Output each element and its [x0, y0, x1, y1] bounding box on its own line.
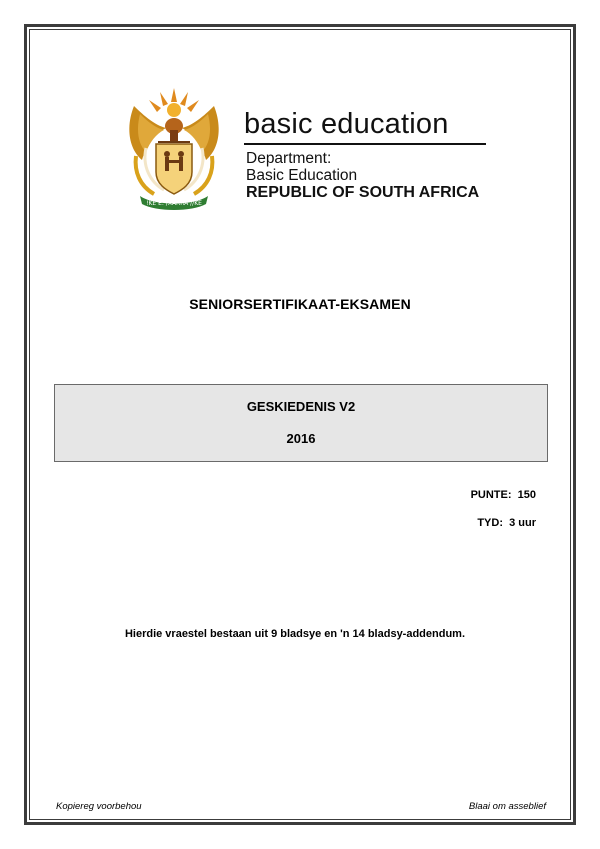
paper-note: Hierdie vraestel bestaan uit 9 bladsye en 'n 14 bladsy-addendum. [124, 628, 466, 640]
footer-turn-over: Blaai om asseblief [468, 801, 546, 812]
footer-copyright: Kopiereg voorbehou [56, 801, 142, 812]
exam-title: SENIORSERTIFIKAAT-EKSAMEN [189, 296, 411, 312]
subject-box [54, 384, 548, 462]
brand-underline [244, 143, 486, 145]
coat-of-arms-icon [124, 86, 224, 210]
svg-text:!KE E: /XARRA //KE: !KE E: /XARRA //KE [146, 200, 202, 207]
marks-label: PUNTE: 150 [470, 489, 536, 501]
department-name: Basic Education [246, 167, 358, 184]
time-label: TYD: 3 uur [477, 517, 536, 529]
subject-name: GESKIEDENIS V2 [246, 399, 356, 414]
country-name: REPUBLIC OF SOUTH AFRICA [246, 184, 480, 201]
department-block [246, 150, 479, 201]
brand-title: basic education [244, 108, 449, 140]
exam-year: 2016 [286, 431, 316, 446]
department-label: Department: [246, 150, 332, 167]
